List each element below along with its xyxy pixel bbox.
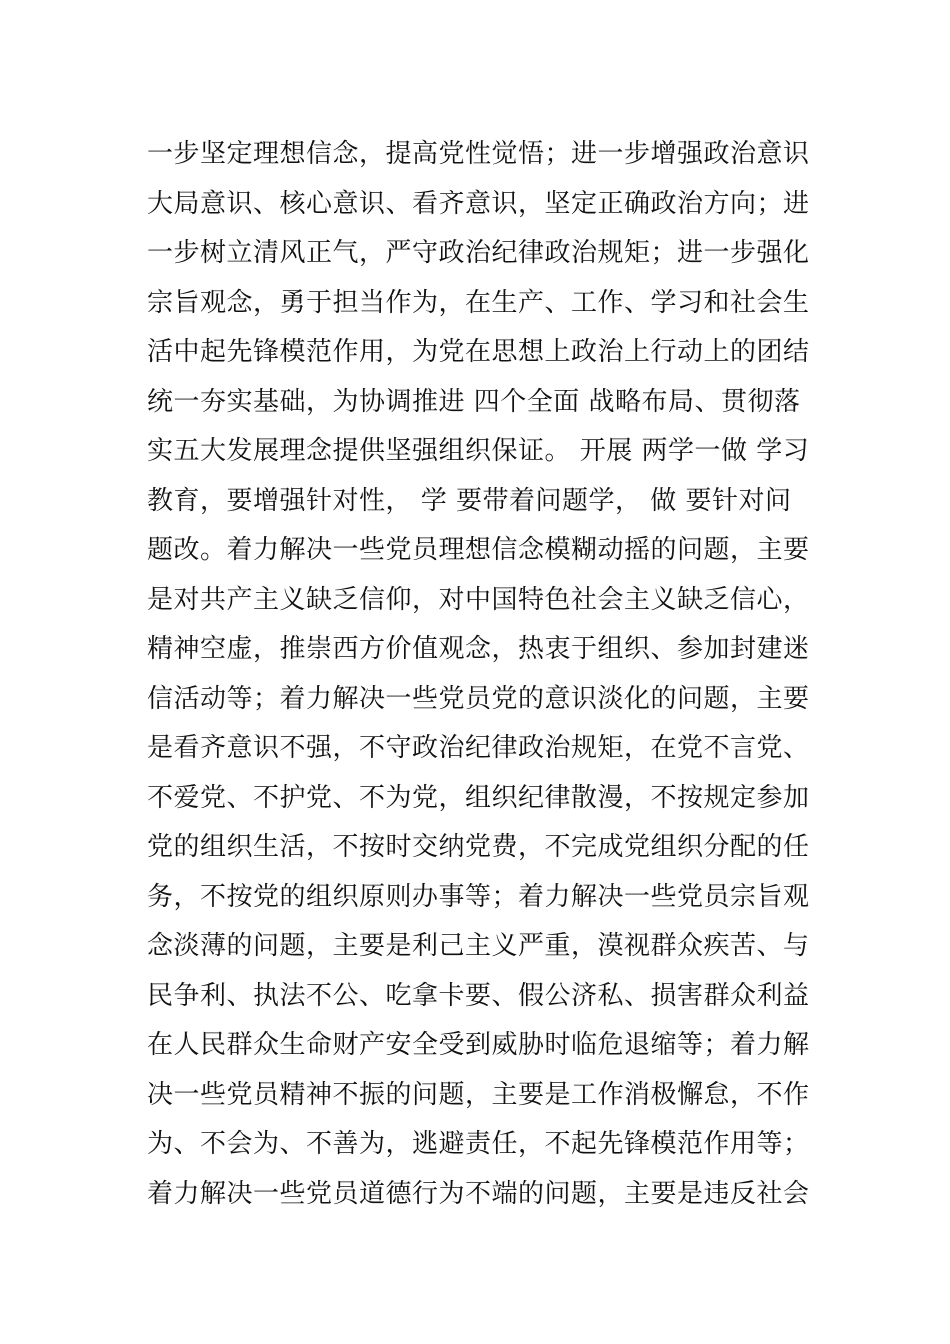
text-line-9: 题改。着力解决一些党员理想信念模糊动摇的问题，主要 xyxy=(147,535,810,565)
text-line-5: 活中起先锋模范作用，为党在思想上政治上行动上的团结 xyxy=(147,337,810,367)
text-line-21: 为、不会为、不善为，逃避责任，不起先锋模范作用等； xyxy=(147,1129,810,1159)
text-line-13: 是看齐意识不强，不守政治纪律政治规矩，在党不言党、 xyxy=(147,733,810,763)
text-line-7: 实五大发展理念提供坚强组织保证。 开展 两学一做 学习 xyxy=(147,436,810,466)
text-line-4: 宗旨观念，勇于担当作为，在生产、工作、学习和社会生 xyxy=(147,287,810,318)
body-text xyxy=(147,133,817,1222)
text-line-16: 务，不按党的组织原则办事等；着力解决一些党员宗旨观 xyxy=(147,881,810,912)
text-line-17: 念淡薄的问题，主要是利己主义严重，漠视群众疾苦、与 xyxy=(147,931,810,961)
text-line-12: 信活动等；着力解决一些党员党的意识淡化的问题，主要 xyxy=(147,683,810,714)
text-line-14: 不爱党、不护党、不为党，组织纪律散漫，不按规定参加 xyxy=(147,782,810,813)
text-line-1: 一步坚定理想信念，提高党性觉悟；进一步增强政治意识 xyxy=(147,139,810,169)
text-line-11: 精神空虚，推崇西方价值观念，热衷于组织、参加封建迷 xyxy=(147,634,810,664)
text-line-10: 是对共产主义缺乏信仰，对中国特色社会主义缺乏信心， xyxy=(147,584,810,615)
text-line-15: 党的组织生活，不按时交纳党费，不完成党组织分配的任 xyxy=(147,832,810,862)
text-line-6: 统一夯实基础，为协调推进 四个全面 战略布局、贯彻落 xyxy=(147,386,801,417)
text-line-20: 决一些党员精神不振的问题，主要是工作消极懈怠，不作 xyxy=(147,1079,810,1110)
text-line-18: 民争利、执法不公、吃拿卡要、假公济私、损害群众利益 xyxy=(147,980,810,1011)
text-line-2: 大局意识、核心意识、看齐意识，坚定正确政治方向；进 xyxy=(147,188,810,219)
text-line-22: 着力解决一些党员道德行为不端的问题，主要是违反社会 xyxy=(147,1178,810,1209)
text-line-19: 在人民群众生命财产安全受到威胁时临危退缩等；着力解 xyxy=(147,1030,810,1060)
text-line-8: 教育，要增强针对性， 学 要带着问题学， 做 要针对问 xyxy=(147,485,792,516)
text-line-3: 一步树立清风正气，严守政治纪律政治规矩；进一步强化 xyxy=(147,238,810,268)
